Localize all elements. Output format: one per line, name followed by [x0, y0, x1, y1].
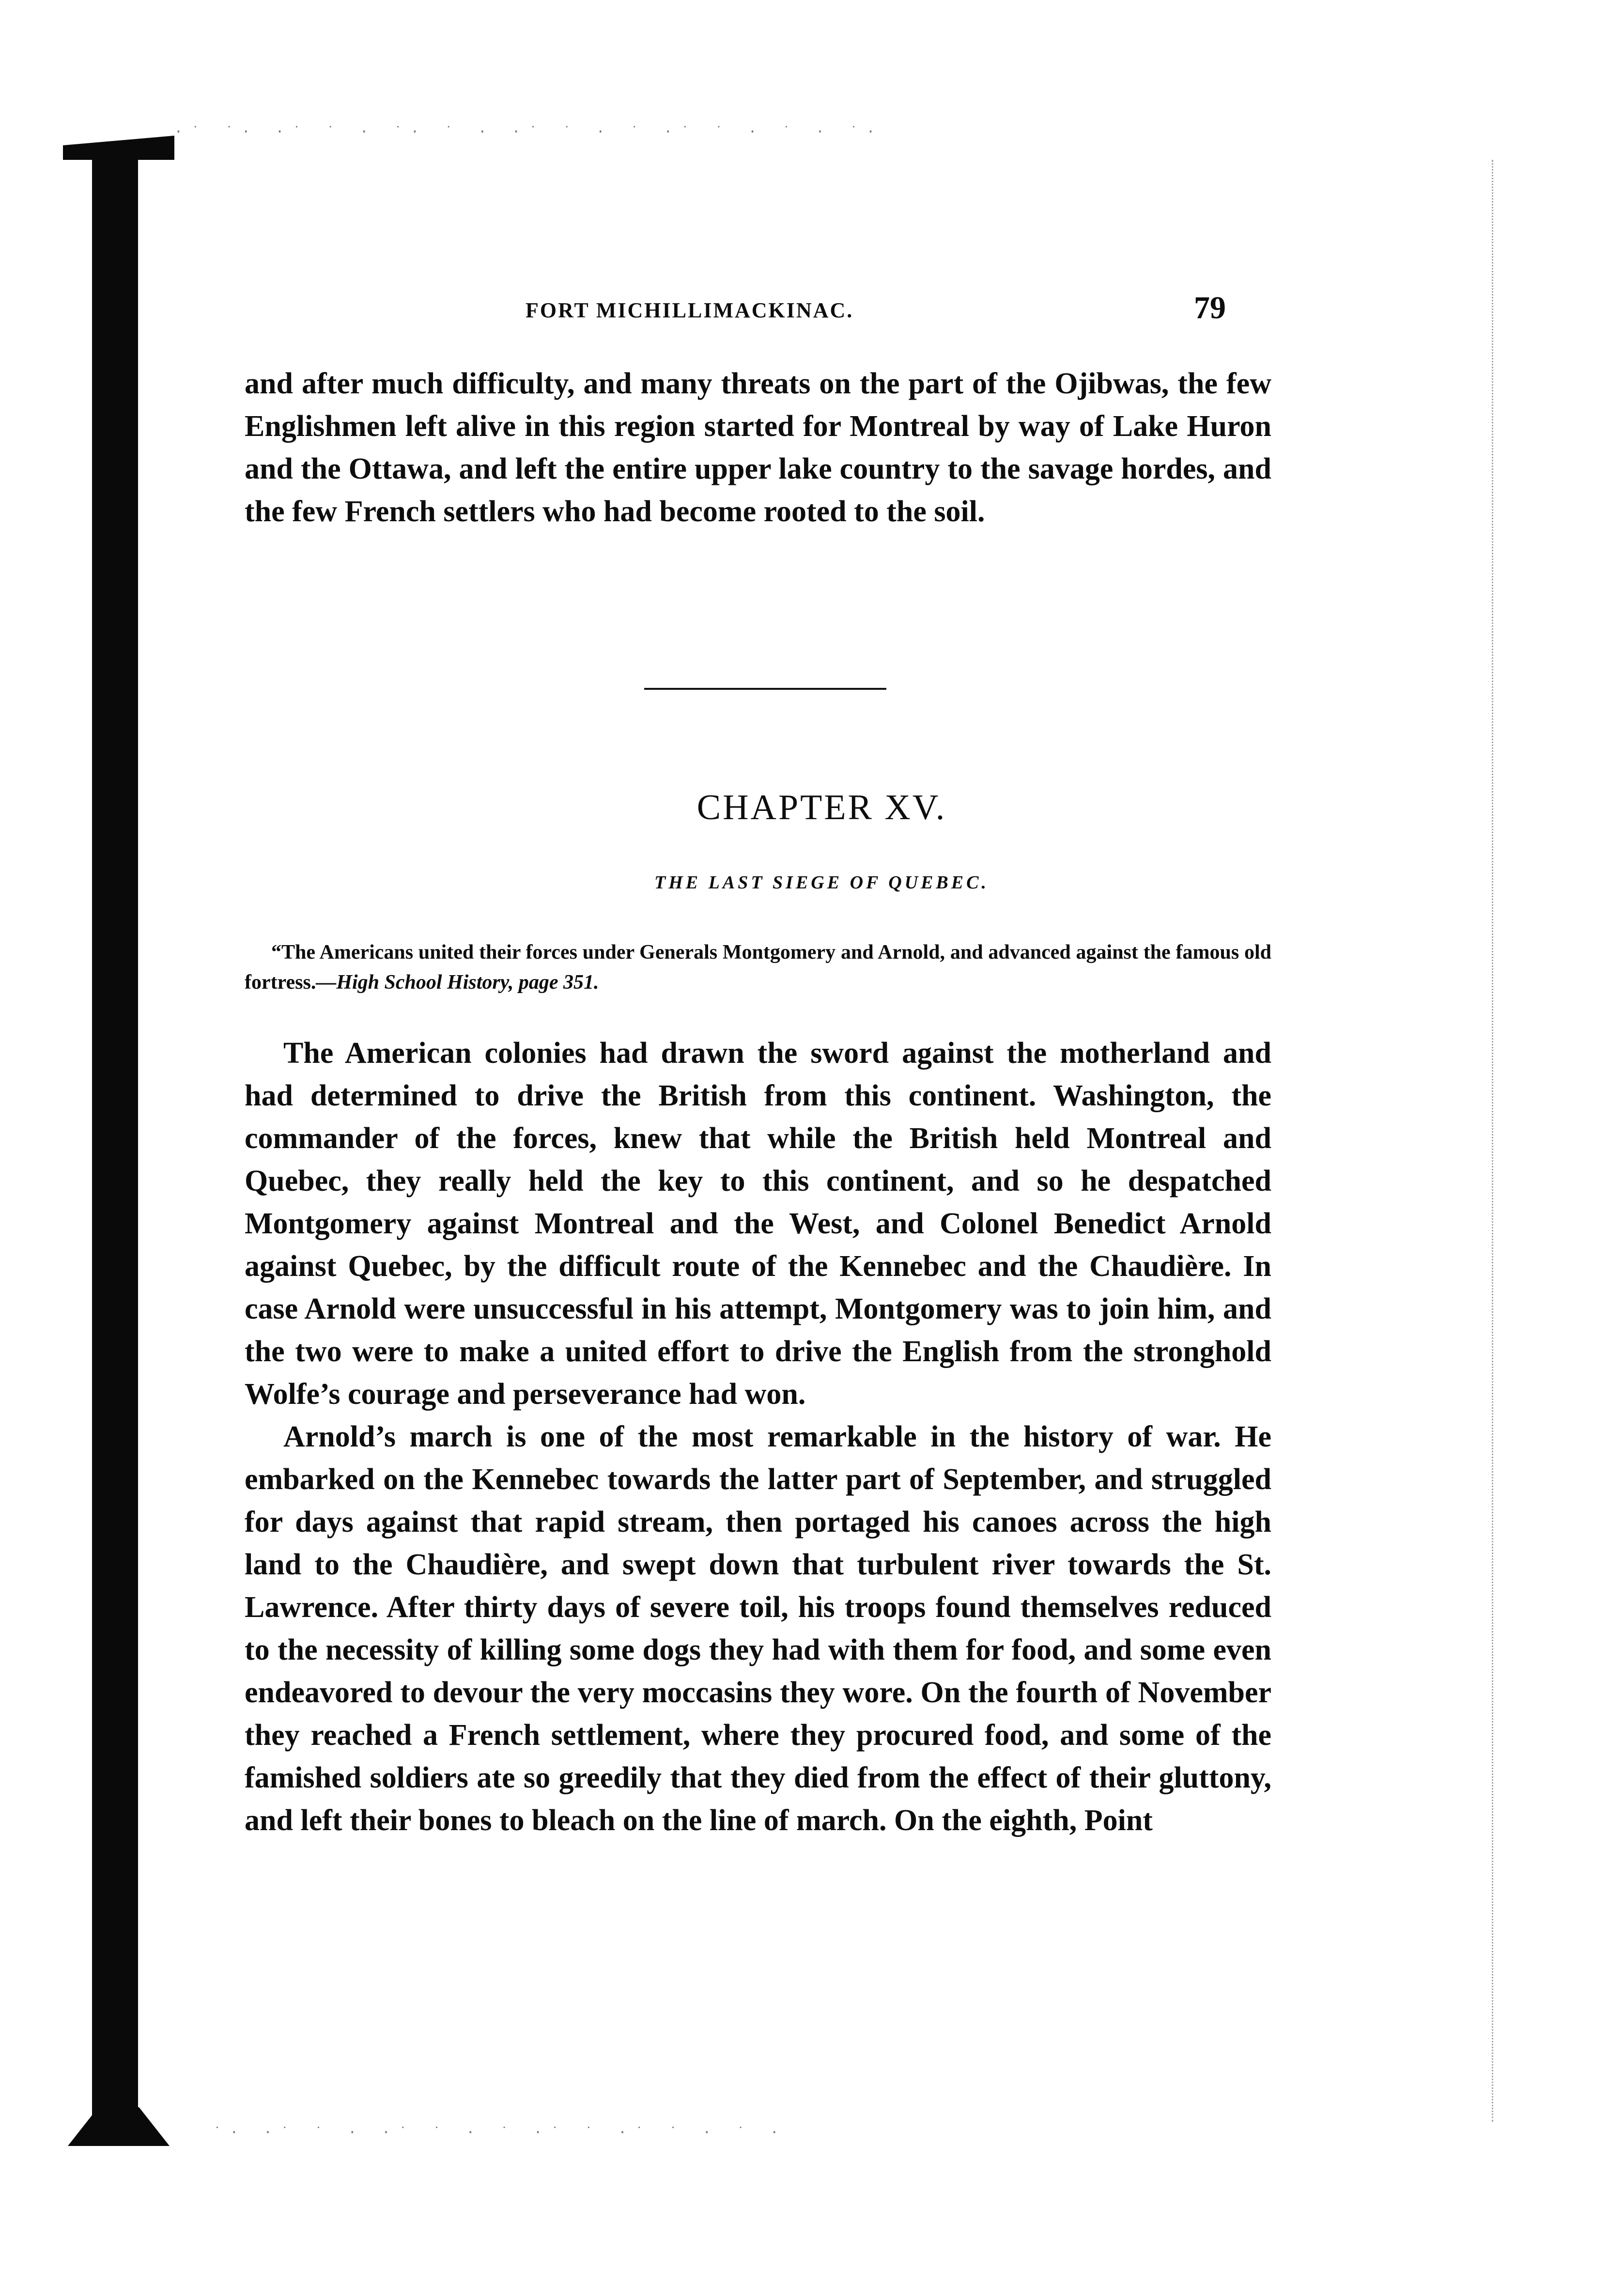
opening-paragraph-block: [245, 362, 1271, 533]
binding-edge-bottom: [68, 2107, 170, 2146]
page-number: 79: [1194, 290, 1226, 326]
chapter-subtitle: THE LAST SIEGE OF QUEBEC.: [654, 872, 989, 893]
running-head: FORT MICHILLIMACKINAC.: [526, 298, 854, 322]
epigraph-source: —High School History, page 351.: [316, 971, 599, 994]
epigraph: [245, 937, 1271, 997]
scan-noise-right: [1472, 160, 1493, 2122]
section-divider: [644, 688, 886, 690]
scan-noise-bottom: ˙· ·˙ ˙ · ·˙ ˙ · ˙ ·˙ ˙ ·˙ ˙ · ˙ ·: [213, 2124, 788, 2140]
body-paragraph: Arnold’s march is one of the most remarkable in the history of war. He embarked on the Kennebec towards the latter part of September, and struggled for days against that rapid stream, then portaged his canoes across the high land to the Chaudière, and swept down that turbulent river towards the St. Lawrence. After thirty days of severe toil, his troops found themselves reduced to the necessity of killing some dogs they had with them for food, and some even endeavored to devour the very moccasins they wore. On the fourth of November they reached a French settlement, where they procured food, and some of the famished soldiers ate so greedily that they died from the effect of their gluttony, and left their bones to bleach on the line of march. On the eighth, Point: [245, 1420, 1271, 1837]
scan-noise-top: ·˙ ˙· ·˙ ˙ · ˙· ˙ · ·˙ ˙ · ˙ ·˙ ˙ · ˙ · ˙·: [174, 124, 884, 140]
binding-edge: [92, 143, 138, 2139]
body-paragraph: The American colonies had drawn the sword against the motherland and had determined to drive the British from this continent. Washington, the commander of the forces, knew that while the British held Montreal and Quebec, they really held the key to this continent, and so he despatched Montgomery against Montreal and the West, and Colonel Benedict Arnold against Quebec, by the difficult route of the Kennebec and the Chaudière. In case Arnold were unsuccessful in his attempt, Montgomery was to join him, and the two were to make a united effort to drive the English from the stronghold Wolfe’s courage and perseverance had won.: [245, 1037, 1271, 1411]
chapter-body: [245, 1032, 1271, 1842]
opening-paragraph: and after much difficulty, and many threats on the part of the Ojibwas, the few Englishmen left alive in this region started for Montreal by way of Lake Huron and the Ottawa, and left the entire upper lake country to the savage hordes, and the few French settlers who had become rooted to the soil.: [245, 367, 1271, 528]
chapter-title: CHAPTER XV.: [696, 788, 947, 827]
epigraph-quote: “The Americans united their forces under Generals Montgomery and Arnold, and advanced against the famous old fortress.: [245, 941, 1271, 994]
